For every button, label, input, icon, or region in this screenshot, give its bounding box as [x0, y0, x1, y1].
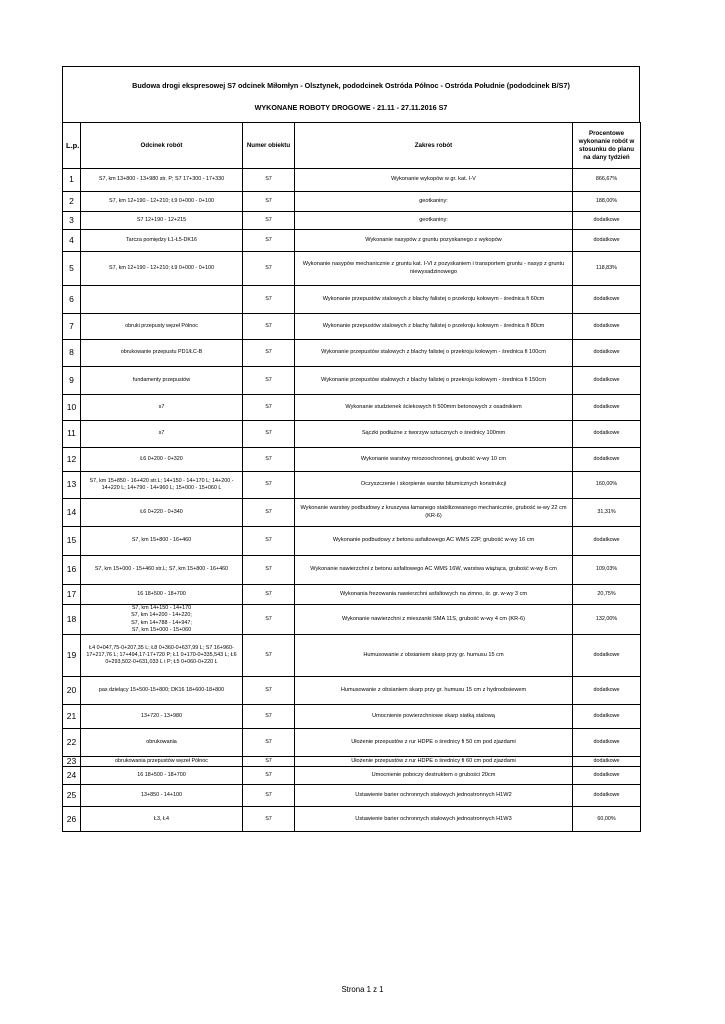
cell-obiekt: S7	[243, 605, 295, 635]
cell-obiekt: S7	[243, 729, 295, 757]
cell-procent: dodatkowe	[573, 448, 641, 472]
cell-zakres: Wykonanie nawierzchni z mieszanki SMA 11S, grubość w-wy 4 cm (KR-6)	[295, 605, 573, 635]
table-row	[63, 757, 641, 767]
cell-odcinek: Ł4 0+047,75-0+207,35 L; Ł8 0+360-0+637,99 L; S7 16+960-17+217,76 L; 17+494,17-17+720 P; Ł1 0+170-0+335,543 L; Ł6 0+293,502-0+631,033 L i P; Ł5 0+060-0+220 L	[81, 635, 243, 677]
cell-odcinek: s7	[81, 395, 243, 421]
table-row	[63, 605, 641, 635]
cell-obiekt: S7	[243, 705, 295, 729]
table-row	[63, 314, 641, 340]
cell-odcinek: s7	[81, 421, 243, 448]
table-row	[63, 421, 641, 448]
cell-odcinek	[81, 286, 243, 314]
cell-zakres: Wykonanie przepustów stalowych z blachy falistej o przekroju kołowym - średnica fi 60cm	[295, 286, 573, 314]
cell-procent: dodatkowe	[573, 767, 641, 785]
cell-obiekt: S7	[243, 807, 295, 832]
cell-procent: dodatkowe	[573, 314, 641, 340]
cell-odcinek: 16 18+500 - 18+700	[81, 585, 243, 605]
cell-obiekt: S7	[243, 448, 295, 472]
cell-zakres: Sączki podłużne z tworzyw sztucznych o średnicy 100mm	[295, 421, 573, 448]
cell-lp: 3	[63, 212, 81, 230]
works-table	[62, 122, 641, 832]
cell-odcinek: 13+720 - 13+980	[81, 705, 243, 729]
cell-odcinek: Ł6 0+200 - 0+320	[81, 448, 243, 472]
cell-zakres: geotkaniny:	[295, 192, 573, 212]
cell-zakres: Wykonanie warstwy podbudowy z kruszywa łamanego stabilizowanego mechanicznie, grubość w-wy 22 cm (KR-6)	[295, 499, 573, 527]
cell-zakres: Wykonanie przepustów stalowych z blachy falistej o przekroju kołowym - średnica fi 100cm	[295, 340, 573, 367]
cell-procent: dodatkowe	[573, 286, 641, 314]
cell-obiekt: S7	[243, 585, 295, 605]
cell-lp: 23	[63, 757, 81, 767]
cell-odcinek: S7, km 12+190 - 12+210; Ł9 0+000 - 0+100	[81, 252, 243, 286]
table-row	[63, 367, 641, 395]
cell-zakres: Ustawienie barier ochronnych stalowych jednostronnych H1W3	[295, 807, 573, 832]
cell-procent: dodatkowe	[573, 395, 641, 421]
cell-odcinek: Ł3, Ł4	[81, 807, 243, 832]
cell-zakres: Ustawienie barier ochronnych stalowych jednostronnych H1W2	[295, 785, 573, 807]
cell-odcinek: fundamenty przepustów	[81, 367, 243, 395]
report-header	[62, 66, 640, 122]
cell-odcinek: S7, km 14+150 - 14+170 S7, km 14+200 - 14+220; S7, km 14+788 - 14+947; S7, km 15+000 - 15+060	[81, 605, 243, 635]
table-row	[63, 169, 641, 192]
cell-procent: 20,75%	[573, 585, 641, 605]
cell-obiekt: S7	[243, 677, 295, 705]
cell-obiekt: S7	[243, 421, 295, 448]
cell-obiekt: S7	[243, 230, 295, 252]
table-row	[63, 807, 641, 832]
cell-lp: 7	[63, 314, 81, 340]
table-row	[63, 635, 641, 677]
table-row	[63, 448, 641, 472]
cell-obiekt: S7	[243, 785, 295, 807]
cell-lp: 22	[63, 729, 81, 757]
cell-lp: 10	[63, 395, 81, 421]
cell-obiekt: S7	[243, 314, 295, 340]
report-title: Budowa drogi ekspresowej S7 odcinek Miłomłyn - Olsztynek, pododcinek Ostróda Północ - Ostróda Południe (pododcinek B/S7)	[132, 81, 570, 90]
cell-obiekt: S7	[243, 499, 295, 527]
cell-odcinek: S7, km 12+190 - 12+210; Ł9 0+000 - 0+100	[81, 192, 243, 212]
cell-lp: 8	[63, 340, 81, 367]
cell-odcinek: Tarcza pomiędzy Ł1-Ł5-DK16	[81, 230, 243, 252]
table-row	[63, 705, 641, 729]
cell-odcinek: Ł6 0+220 - 0+340	[81, 499, 243, 527]
cell-lp: 21	[63, 705, 81, 729]
cell-odcinek: S7, km 15+850 - 16+420 str.L; 14+150 - 14+170 L; 14+200 - 14+220 L; 14+790 - 14+960 L; 15+000 - 15+060 L	[81, 472, 243, 499]
cell-lp: 17	[63, 585, 81, 605]
cell-odcinek: S7, km 15+800 - 16+460	[81, 527, 243, 556]
table-row	[63, 767, 641, 785]
cell-lp: 11	[63, 421, 81, 448]
cell-lp: 16	[63, 556, 81, 585]
cell-zakres: Wykonanie warstwy mrozoochronnej, grubość w-wy 10 cm	[295, 448, 573, 472]
cell-procent: 866,67%	[573, 169, 641, 192]
cell-obiekt: S7	[243, 556, 295, 585]
table-row	[63, 785, 641, 807]
cell-procent: dodatkowe	[573, 635, 641, 677]
cell-lp: 13	[63, 472, 81, 499]
table-row	[63, 527, 641, 556]
cell-odcinek: 13+850 - 14+100	[81, 785, 243, 807]
cell-lp: 25	[63, 785, 81, 807]
page-number: Strona 1 z 1	[341, 985, 384, 994]
column-header-procent: Procentowe wykonanie robót w stosunku do planu na dany tydzień	[573, 123, 641, 169]
cell-procent: 118,83%	[573, 252, 641, 286]
cell-lp: 20	[63, 677, 81, 705]
table-row	[63, 472, 641, 499]
cell-procent: dodatkowe	[573, 340, 641, 367]
cell-procent: 132,00%	[573, 605, 641, 635]
cell-zakres: Umocnienie powierzchniowe skarp siatką stalową	[295, 705, 573, 729]
cell-odcinek: obrukowania	[81, 729, 243, 757]
cell-lp: 19	[63, 635, 81, 677]
table-row	[63, 286, 641, 314]
cell-zakres: Humusowanie z obsianiem skarp przy gr. humusu 15 cm	[295, 635, 573, 677]
table-row	[63, 585, 641, 605]
table-row	[63, 252, 641, 286]
cell-obiekt: S7	[243, 395, 295, 421]
table-row	[63, 729, 641, 757]
cell-zakres: Ułożenie przepustów z rur HDPE o średnicy fi 60 cm pod zjazdami	[295, 757, 573, 767]
cell-odcinek: obrukowanie przepustu PD1/ŁC-B	[81, 340, 243, 367]
cell-odcinek: 16 18+500 - 18+700	[81, 767, 243, 785]
table-row	[63, 212, 641, 230]
cell-obiekt: S7	[243, 169, 295, 192]
cell-procent: dodatkowe	[573, 757, 641, 767]
column-header-zakres: Zakres robót	[295, 123, 573, 169]
cell-obiekt: S7	[243, 192, 295, 212]
cell-lp: 9	[63, 367, 81, 395]
cell-zakres: Wykonanie studzienek ściekowych fi 500mm betonowych z osadnikiem	[295, 395, 573, 421]
cell-obiekt: S7	[243, 340, 295, 367]
table-body	[63, 169, 641, 832]
cell-procent: dodatkowe	[573, 729, 641, 757]
cell-obiekt: S7	[243, 757, 295, 767]
column-header-lp: L.p.	[63, 123, 81, 169]
cell-odcinek: S7, km 15+000 - 15+460 str.L; S7, km 15+800 - 16+460	[81, 556, 243, 585]
table-row	[63, 499, 641, 527]
cell-lp: 1	[63, 169, 81, 192]
cell-zakres: Wykonanie przepustów stalowych z blachy falistej o przekroju kołowym - średnica fi 150cm	[295, 367, 573, 395]
cell-odcinek: pas dzielący 15+500-15+800; DK16 18+600-18+800	[81, 677, 243, 705]
table-header-row	[63, 123, 641, 169]
cell-procent: dodatkowe	[573, 212, 641, 230]
cell-zakres: Umocnienie poboczy destruktem o grubości 20cm	[295, 767, 573, 785]
cell-procent: dodatkowe	[573, 677, 641, 705]
cell-procent: 188,00%	[573, 192, 641, 212]
cell-lp: 24	[63, 767, 81, 785]
cell-obiekt: S7	[243, 472, 295, 499]
table-row	[63, 230, 641, 252]
cell-zakres: geotkaniny:	[295, 212, 573, 230]
cell-procent: dodatkowe	[573, 367, 641, 395]
cell-procent: 109,03%	[573, 556, 641, 585]
cell-obiekt: S7	[243, 252, 295, 286]
cell-obiekt: S7	[243, 635, 295, 677]
cell-procent: 60,00%	[573, 807, 641, 832]
cell-lp: 2	[63, 192, 81, 212]
cell-lp: 18	[63, 605, 81, 635]
cell-lp: 26	[63, 807, 81, 832]
cell-procent: dodatkowe	[573, 230, 641, 252]
cell-obiekt: S7	[243, 212, 295, 230]
cell-lp: 15	[63, 527, 81, 556]
table-row	[63, 677, 641, 705]
cell-zakres: Wykonanie przepustów stalowych z blachy falistej o przekroju kołowym - średnica fi 80cm	[295, 314, 573, 340]
cell-zakres: Oczyszczenie i skorpienie warstw bitumicznych konstrukcji	[295, 472, 573, 499]
cell-lp: 5	[63, 252, 81, 286]
table-row	[63, 395, 641, 421]
cell-zakres: Wykonanie nawierzchni z betonu asfaltowego AC WMS 16W, warstwa wiążąca, grubość w-wy 8 cm	[295, 556, 573, 585]
cell-zakres: Wykonanie nasypów z gruntu pozyskanego z wykopów	[295, 230, 573, 252]
table-row	[63, 340, 641, 367]
cell-odcinek: S7, km 13+800 - 13+980 str. P; S7 17+300 - 17+330	[81, 169, 243, 192]
cell-procent: 160,00%	[573, 472, 641, 499]
cell-lp: 14	[63, 499, 81, 527]
cell-odcinek: obrukowania przepustów węzeł Północ	[81, 757, 243, 767]
cell-zakres: Humusowanie z obsianiem skarp przy gr. humusu 15 cm z hydroobsiewem	[295, 677, 573, 705]
report-sheet	[62, 66, 640, 832]
report-subtitle: WYKONANE ROBOTY DROGOWE - 21.11 - 27.11.2016 S7	[254, 103, 448, 112]
table-row	[63, 192, 641, 212]
cell-zakres: Wykonanie nasypów mechanicznie z gruntu kat. I-VI z pozyskaniem i transportem gruntu - nasyp z gruntu niewysadzinowego	[295, 252, 573, 286]
cell-obiekt: S7	[243, 767, 295, 785]
cell-obiekt: S7	[243, 286, 295, 314]
cell-zakres: Wykonanie podbudowy z betonu asfaltowego AC WMS 22P, grubość w-wy 16 cm	[295, 527, 573, 556]
cell-obiekt: S7	[243, 367, 295, 395]
column-header-obiekt: Numer obiektu	[243, 123, 295, 169]
cell-zakres: Ułożenie przepustów z rur HDPE o średnicy fi 50 cm pod zjazdami	[295, 729, 573, 757]
cell-zakres: Wykonanie wykopów w gr. kat. I-V	[295, 169, 573, 192]
cell-procent: dodatkowe	[573, 705, 641, 729]
cell-lp: 12	[63, 448, 81, 472]
cell-odcinek: obruki przepusty węzeł Północ	[81, 314, 243, 340]
cell-obiekt: S7	[243, 527, 295, 556]
cell-procent: 31,31%	[573, 499, 641, 527]
cell-procent: dodatkowe	[573, 785, 641, 807]
cell-lp: 6	[63, 286, 81, 314]
cell-odcinek: S7 12+190 - 12+215	[81, 212, 243, 230]
cell-zakres: Wykonania frezowania nawierzchni asfaltowych na zimno, śr. gr. w-wy 3 cm	[295, 585, 573, 605]
cell-procent: dodatkowe	[573, 421, 641, 448]
cell-procent: dodatkowe	[573, 527, 641, 556]
table-row	[63, 556, 641, 585]
column-header-odcinek: Odcinek robót	[81, 123, 243, 169]
cell-lp: 4	[63, 230, 81, 252]
